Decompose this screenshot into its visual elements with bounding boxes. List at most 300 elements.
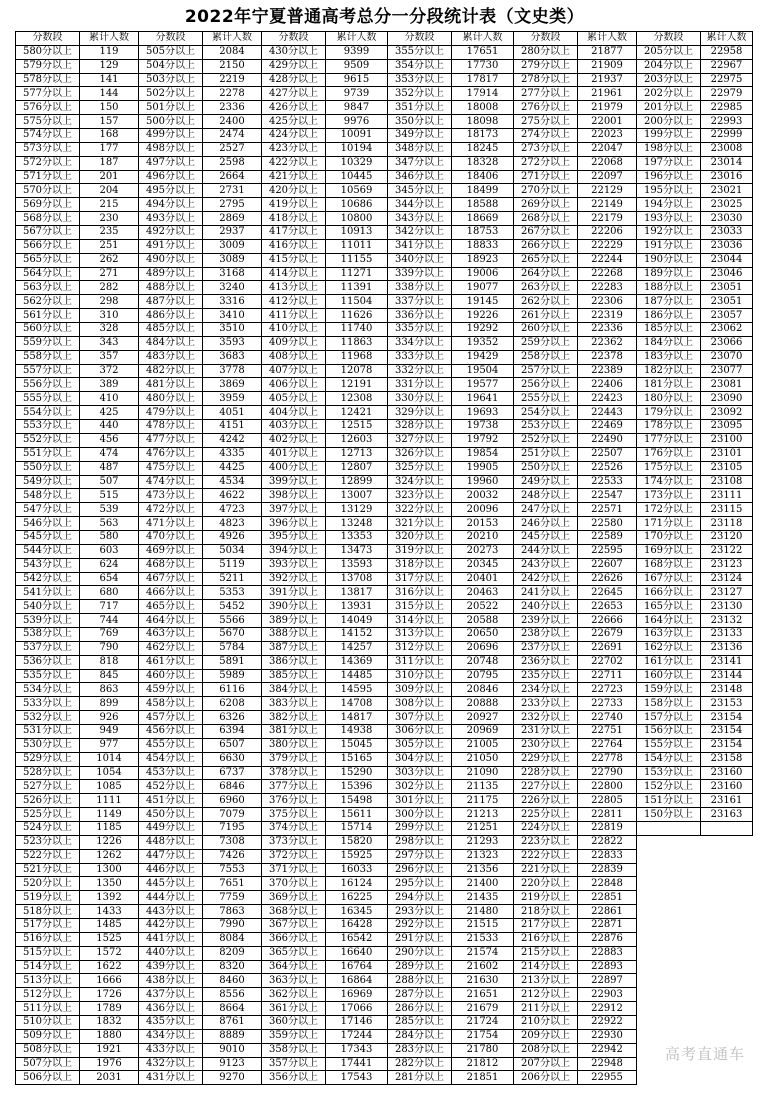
score-range-cell: 261分以上 — [514, 309, 578, 323]
score-range-cell: 380分以上 — [262, 738, 326, 752]
table-row — [16, 1071, 753, 1085]
score-range-cell: 170分以上 — [637, 530, 701, 544]
cumulative-count-cell: 12078 — [326, 364, 388, 378]
cumulative-count-cell: 21909 — [578, 59, 637, 73]
cumulative-count-cell: 21435 — [452, 891, 514, 905]
cumulative-count-cell: 7308 — [203, 835, 262, 849]
score-range-cell: 175分以上 — [637, 461, 701, 475]
score-range-cell: 389分以上 — [262, 614, 326, 628]
cumulative-count-cell: 18008 — [452, 101, 514, 115]
score-range-cell: 235分以上 — [514, 669, 578, 683]
cumulative-count-cell: 144 — [80, 87, 139, 101]
score-range-cell: 531分以上 — [16, 724, 80, 738]
score-range-cell: 366分以上 — [262, 932, 326, 946]
score-range-cell: 308分以上 — [388, 697, 452, 711]
score-range-cell: 201分以上 — [637, 101, 701, 115]
score-range-cell: 262分以上 — [514, 295, 578, 309]
score-range-cell: 578分以上 — [16, 73, 80, 87]
header-score-range: 分数段 — [139, 32, 203, 46]
score-range-cell: 559分以上 — [16, 336, 80, 350]
score-range-cell: 227分以上 — [514, 780, 578, 794]
cumulative-count-cell: 456 — [80, 433, 139, 447]
cumulative-count-cell: 1485 — [80, 919, 139, 933]
cumulative-count-cell: 22533 — [578, 475, 637, 489]
cumulative-count-cell: 10569 — [326, 184, 388, 198]
cumulative-count-cell: 13007 — [326, 489, 388, 503]
cumulative-count-cell: 18245 — [452, 142, 514, 156]
cumulative-count-cell: 17244 — [326, 1029, 388, 1043]
cumulative-count-cell: 23021 — [701, 184, 753, 198]
header-row — [16, 32, 753, 46]
score-range-cell: 442分以上 — [139, 919, 203, 933]
cumulative-count-cell: 20522 — [452, 600, 514, 614]
cumulative-count-cell: 22047 — [578, 142, 637, 156]
score-range-cell: 325分以上 — [388, 461, 452, 475]
cumulative-count-cell: 23090 — [701, 392, 753, 406]
cumulative-count-cell: 21533 — [452, 932, 514, 946]
score-range-cell: 472分以上 — [139, 503, 203, 517]
empty-cell — [637, 946, 701, 960]
cumulative-count-cell: 23123 — [701, 558, 753, 572]
score-range-cell: 349分以上 — [388, 129, 452, 143]
score-range-cell: 489分以上 — [139, 267, 203, 281]
score-range-cell: 409分以上 — [262, 336, 326, 350]
cumulative-count-cell: 18588 — [452, 198, 514, 212]
score-range-cell: 460分以上 — [139, 669, 203, 683]
cumulative-count-cell: 20795 — [452, 669, 514, 683]
cumulative-count-cell: 22068 — [578, 156, 637, 170]
cumulative-count-cell: 23025 — [701, 198, 753, 212]
cumulative-count-cell: 204 — [80, 184, 139, 198]
cumulative-count-cell: 16764 — [326, 960, 388, 974]
empty-cell — [701, 863, 753, 877]
cumulative-count-cell: 5784 — [203, 641, 262, 655]
score-range-cell: 354分以上 — [388, 59, 452, 73]
cumulative-count-cell: 21515 — [452, 919, 514, 933]
cumulative-count-cell: 13353 — [326, 530, 388, 544]
score-range-cell: 297分以上 — [388, 849, 452, 863]
table-row — [16, 336, 753, 350]
table-row — [16, 711, 753, 725]
score-range-cell: 425分以上 — [262, 115, 326, 129]
score-range-cell: 544分以上 — [16, 544, 80, 558]
cumulative-count-cell: 10194 — [326, 142, 388, 156]
score-range-cell: 566分以上 — [16, 239, 80, 253]
cumulative-count-cell: 3410 — [203, 309, 262, 323]
table-row — [16, 184, 753, 198]
cumulative-count-cell: 22469 — [578, 420, 637, 434]
score-range-cell: 184分以上 — [637, 336, 701, 350]
table-row — [16, 932, 753, 946]
table-row — [16, 1043, 753, 1057]
table-row — [16, 558, 753, 572]
cumulative-count-cell: 4534 — [203, 475, 262, 489]
score-range-cell: 334分以上 — [388, 336, 452, 350]
score-range-cell: 454分以上 — [139, 752, 203, 766]
score-range-cell: 479分以上 — [139, 406, 203, 420]
score-range-cell: 383分以上 — [262, 697, 326, 711]
cumulative-count-cell: 22861 — [578, 905, 637, 919]
cumulative-count-cell: 20927 — [452, 711, 514, 725]
cumulative-count-cell: 5989 — [203, 669, 262, 683]
score-range-cell: 376分以上 — [262, 794, 326, 808]
cumulative-count-cell: 624 — [80, 558, 139, 572]
cumulative-count-cell: 22206 — [578, 226, 637, 240]
score-range-cell: 207分以上 — [514, 1057, 578, 1071]
cumulative-count-cell: 372 — [80, 364, 139, 378]
cumulative-count-cell: 21251 — [452, 821, 514, 835]
cumulative-count-cell: 13817 — [326, 586, 388, 600]
cumulative-count-cell: 10913 — [326, 226, 388, 240]
cumulative-count-cell: 23124 — [701, 572, 753, 586]
score-range-cell: 398分以上 — [262, 489, 326, 503]
score-range-cell: 550分以上 — [16, 461, 80, 475]
empty-cell — [701, 877, 753, 891]
cumulative-count-cell: 20696 — [452, 641, 514, 655]
score-range-cell: 307分以上 — [388, 711, 452, 725]
cumulative-count-cell: 16225 — [326, 891, 388, 905]
empty-cell — [701, 821, 753, 835]
cumulative-count-cell: 8889 — [203, 1029, 262, 1043]
cumulative-count-cell: 17066 — [326, 1002, 388, 1016]
cumulative-count-cell: 23115 — [701, 503, 753, 517]
score-range-cell: 190分以上 — [637, 253, 701, 267]
cumulative-count-cell: 19292 — [452, 323, 514, 337]
score-range-cell: 209分以上 — [514, 1029, 578, 1043]
score-range-cell: 476分以上 — [139, 447, 203, 461]
cumulative-count-cell: 16033 — [326, 863, 388, 877]
cumulative-count-cell: 19006 — [452, 267, 514, 281]
score-range-cell: 359分以上 — [262, 1029, 326, 1043]
cumulative-count-cell: 19577 — [452, 378, 514, 392]
score-range-cell: 278分以上 — [514, 73, 578, 87]
score-range-cell: 255分以上 — [514, 392, 578, 406]
cumulative-count-cell: 1666 — [80, 974, 139, 988]
cumulative-count-cell: 3240 — [203, 281, 262, 295]
score-range-cell: 248分以上 — [514, 489, 578, 503]
score-range-cell: 322分以上 — [388, 503, 452, 517]
score-range-cell: 541分以上 — [16, 586, 80, 600]
cumulative-count-cell: 440 — [80, 420, 139, 434]
cumulative-count-cell: 14938 — [326, 724, 388, 738]
cumulative-count-cell: 230 — [80, 212, 139, 226]
cumulative-count-cell: 21175 — [452, 794, 514, 808]
score-range-cell: 387分以上 — [262, 641, 326, 655]
score-range-cell: 150分以上 — [637, 808, 701, 822]
score-range-cell: 166分以上 — [637, 586, 701, 600]
table-row — [16, 267, 753, 281]
score-range-cell: 540分以上 — [16, 600, 80, 614]
score-range-cell: 402分以上 — [262, 433, 326, 447]
cumulative-count-cell: 1085 — [80, 780, 139, 794]
score-range-cell: 467分以上 — [139, 572, 203, 586]
cumulative-count-cell: 23100 — [701, 433, 753, 447]
cumulative-count-cell: 18173 — [452, 129, 514, 143]
cumulative-count-cell: 9270 — [203, 1071, 262, 1085]
score-range-cell: 353分以上 — [388, 73, 452, 87]
score-range-cell: 341分以上 — [388, 239, 452, 253]
score-range-cell: 344分以上 — [388, 198, 452, 212]
score-range-cell: 203分以上 — [637, 73, 701, 87]
table-row — [16, 433, 753, 447]
cumulative-count-cell: 23148 — [701, 683, 753, 697]
score-range-cell: 507分以上 — [16, 1057, 80, 1071]
table-row — [16, 295, 753, 309]
cumulative-count-cell: 2474 — [203, 129, 262, 143]
empty-cell — [701, 891, 753, 905]
cumulative-count-cell: 717 — [80, 600, 139, 614]
cumulative-count-cell: 18669 — [452, 212, 514, 226]
cumulative-count-cell: 6116 — [203, 683, 262, 697]
cumulative-count-cell: 389 — [80, 378, 139, 392]
cumulative-count-cell: 22922 — [578, 1016, 637, 1030]
cumulative-count-cell: 15290 — [326, 766, 388, 780]
score-range-cell: 360分以上 — [262, 1016, 326, 1030]
cumulative-count-cell: 21323 — [452, 849, 514, 863]
cumulative-count-cell: 23105 — [701, 461, 753, 475]
score-range-cell: 418分以上 — [262, 212, 326, 226]
cumulative-count-cell: 22851 — [578, 891, 637, 905]
score-range-cell: 436分以上 — [139, 1002, 203, 1016]
cumulative-count-cell: 18098 — [452, 115, 514, 129]
cumulative-count-cell: 12603 — [326, 433, 388, 447]
score-range-cell: 369分以上 — [262, 891, 326, 905]
empty-cell — [701, 835, 753, 849]
cumulative-count-cell: 2084 — [203, 45, 262, 59]
cumulative-count-cell: 23077 — [701, 364, 753, 378]
score-range-cell: 548分以上 — [16, 489, 80, 503]
score-range-cell: 484分以上 — [139, 336, 203, 350]
score-range-cell: 571分以上 — [16, 170, 80, 184]
score-range-cell: 158分以上 — [637, 697, 701, 711]
score-range-cell: 414分以上 — [262, 267, 326, 281]
cumulative-count-cell: 22723 — [578, 683, 637, 697]
cumulative-count-cell: 22778 — [578, 752, 637, 766]
cumulative-count-cell: 1832 — [80, 1016, 139, 1030]
cumulative-count-cell: 4622 — [203, 489, 262, 503]
cumulative-count-cell: 9399 — [326, 45, 388, 59]
score-range-cell: 368分以上 — [262, 905, 326, 919]
table-row — [16, 281, 753, 295]
score-range-cell: 171分以上 — [637, 517, 701, 531]
score-range-cell: 378分以上 — [262, 766, 326, 780]
cumulative-count-cell: 13708 — [326, 572, 388, 586]
cumulative-count-cell: 425 — [80, 406, 139, 420]
score-range-cell: 522分以上 — [16, 849, 80, 863]
score-range-cell: 498分以上 — [139, 142, 203, 156]
cumulative-count-cell: 2795 — [203, 198, 262, 212]
cumulative-count-cell: 3683 — [203, 350, 262, 364]
score-range-cell: 406分以上 — [262, 378, 326, 392]
empty-cell — [701, 1071, 753, 1085]
score-range-cell: 364分以上 — [262, 960, 326, 974]
score-range-cell: 224分以上 — [514, 821, 578, 835]
score-range-cell: 530分以上 — [16, 738, 80, 752]
cumulative-count-cell: 271 — [80, 267, 139, 281]
cumulative-count-cell: 22336 — [578, 323, 637, 337]
score-range-cell: 537分以上 — [16, 641, 80, 655]
score-range-cell: 526分以上 — [16, 794, 80, 808]
score-range-cell: 455分以上 — [139, 738, 203, 752]
cumulative-count-cell: 8209 — [203, 946, 262, 960]
score-range-cell: 493分以上 — [139, 212, 203, 226]
score-range-cell: 557分以上 — [16, 364, 80, 378]
score-range-cell: 431分以上 — [139, 1071, 203, 1085]
score-range-cell: 420分以上 — [262, 184, 326, 198]
cumulative-count-cell: 22800 — [578, 780, 637, 794]
score-range-cell: 495分以上 — [139, 184, 203, 198]
score-range-cell: 302分以上 — [388, 780, 452, 794]
table-row — [16, 697, 753, 711]
cumulative-count-cell: 7195 — [203, 821, 262, 835]
cumulative-count-cell: 3869 — [203, 378, 262, 392]
score-range-cell: 393分以上 — [262, 558, 326, 572]
score-range-cell: 546分以上 — [16, 517, 80, 531]
cumulative-count-cell: 1262 — [80, 849, 139, 863]
table-row — [16, 323, 753, 337]
cumulative-count-cell: 863 — [80, 683, 139, 697]
score-range-cell: 562分以上 — [16, 295, 80, 309]
cumulative-count-cell: 977 — [80, 738, 139, 752]
score-range-cell: 251分以上 — [514, 447, 578, 461]
cumulative-count-cell: 7553 — [203, 863, 262, 877]
score-range-cell: 265分以上 — [514, 253, 578, 267]
score-range-cell: 243分以上 — [514, 558, 578, 572]
cumulative-count-cell: 22319 — [578, 309, 637, 323]
cumulative-count-cell: 23033 — [701, 226, 753, 240]
score-range-cell: 276分以上 — [514, 101, 578, 115]
score-range-cell: 370分以上 — [262, 877, 326, 891]
header-cumulative-count: 累计人数 — [326, 32, 388, 46]
cumulative-count-cell: 3316 — [203, 295, 262, 309]
cumulative-count-cell: 12421 — [326, 406, 388, 420]
table-row — [16, 808, 753, 822]
cumulative-count-cell: 5670 — [203, 627, 262, 641]
score-range-cell: 386分以上 — [262, 655, 326, 669]
score-range-cell: 417分以上 — [262, 226, 326, 240]
cumulative-count-cell: 23101 — [701, 447, 753, 461]
score-range-cell: 403分以上 — [262, 420, 326, 434]
score-range-cell: 214分以上 — [514, 960, 578, 974]
score-range-cell: 385分以上 — [262, 669, 326, 683]
cumulative-count-cell: 12191 — [326, 378, 388, 392]
cumulative-count-cell: 14595 — [326, 683, 388, 697]
empty-cell — [637, 863, 701, 877]
score-range-cell: 401分以上 — [262, 447, 326, 461]
score-range-cell: 496分以上 — [139, 170, 203, 184]
score-range-cell: 173分以上 — [637, 489, 701, 503]
cumulative-count-cell: 10800 — [326, 212, 388, 226]
score-range-cell: 543分以上 — [16, 558, 80, 572]
cumulative-count-cell: 21851 — [452, 1071, 514, 1085]
score-range-cell: 471分以上 — [139, 517, 203, 531]
cumulative-count-cell: 1789 — [80, 1002, 139, 1016]
cumulative-count-cell: 3593 — [203, 336, 262, 350]
table-row — [16, 572, 753, 586]
cumulative-count-cell: 10329 — [326, 156, 388, 170]
score-range-cell: 331分以上 — [388, 378, 452, 392]
score-range-cell: 358分以上 — [262, 1043, 326, 1057]
cumulative-count-cell: 1880 — [80, 1029, 139, 1043]
cumulative-count-cell: 2731 — [203, 184, 262, 198]
cumulative-count-cell: 357 — [80, 350, 139, 364]
score-range-cell: 561分以上 — [16, 309, 80, 323]
score-range-cell: 304分以上 — [388, 752, 452, 766]
score-range-cell: 545分以上 — [16, 530, 80, 544]
cumulative-count-cell: 7759 — [203, 891, 262, 905]
cumulative-count-cell: 22229 — [578, 239, 637, 253]
table-row — [16, 544, 753, 558]
table-row — [16, 891, 753, 905]
header-cumulative-count: 累计人数 — [578, 32, 637, 46]
cumulative-count-cell: 19145 — [452, 295, 514, 309]
cumulative-count-cell: 22811 — [578, 808, 637, 822]
score-range-cell: 268分以上 — [514, 212, 578, 226]
cumulative-count-cell: 22702 — [578, 655, 637, 669]
score-range-cell: 160分以上 — [637, 669, 701, 683]
score-range-cell: 551分以上 — [16, 447, 80, 461]
score-range-cell: 318分以上 — [388, 558, 452, 572]
cumulative-count-cell: 21050 — [452, 752, 514, 766]
cumulative-count-cell: 23163 — [701, 808, 753, 822]
score-range-cell: 306分以上 — [388, 724, 452, 738]
score-range-cell: 408分以上 — [262, 350, 326, 364]
score-range-cell: 246分以上 — [514, 517, 578, 531]
score-range-cell: 375分以上 — [262, 808, 326, 822]
empty-cell — [637, 891, 701, 905]
cumulative-count-cell: 5119 — [203, 558, 262, 572]
score-range-cell: 326分以上 — [388, 447, 452, 461]
cumulative-count-cell: 23154 — [701, 738, 753, 752]
cumulative-count-cell: 13931 — [326, 600, 388, 614]
score-range-cell: 382分以上 — [262, 711, 326, 725]
cumulative-count-cell: 2031 — [80, 1071, 139, 1085]
cumulative-count-cell: 22930 — [578, 1029, 637, 1043]
table-row — [16, 1016, 753, 1030]
cumulative-count-cell: 21979 — [578, 101, 637, 115]
score-range-cell: 497分以上 — [139, 156, 203, 170]
score-range-cell: 294分以上 — [388, 891, 452, 905]
cumulative-count-cell: 14257 — [326, 641, 388, 655]
cumulative-count-cell: 10445 — [326, 170, 388, 184]
cumulative-count-cell: 15820 — [326, 835, 388, 849]
score-range-cell: 324分以上 — [388, 475, 452, 489]
score-range-cell: 450分以上 — [139, 808, 203, 822]
cumulative-count-cell: 7426 — [203, 849, 262, 863]
cumulative-count-cell: 1921 — [80, 1043, 139, 1057]
cumulative-count-cell: 8761 — [203, 1016, 262, 1030]
cumulative-count-cell: 22955 — [578, 1071, 637, 1085]
score-range-cell: 231分以上 — [514, 724, 578, 738]
table-row — [16, 780, 753, 794]
score-range-cell: 377分以上 — [262, 780, 326, 794]
cumulative-count-cell: 15045 — [326, 738, 388, 752]
score-range-cell: 412分以上 — [262, 295, 326, 309]
cumulative-count-cell: 2937 — [203, 226, 262, 240]
cumulative-count-cell: 11391 — [326, 281, 388, 295]
score-range-cell: 422分以上 — [262, 156, 326, 170]
score-range-cell: 482分以上 — [139, 364, 203, 378]
cumulative-count-cell: 3009 — [203, 239, 262, 253]
table-row — [16, 489, 753, 503]
cumulative-count-cell: 899 — [80, 697, 139, 711]
cumulative-count-cell: 20969 — [452, 724, 514, 738]
score-range-cell: 565分以上 — [16, 253, 80, 267]
score-range-cell: 180分以上 — [637, 392, 701, 406]
score-range-cell: 221分以上 — [514, 863, 578, 877]
cumulative-count-cell: 2598 — [203, 156, 262, 170]
cumulative-count-cell: 22547 — [578, 489, 637, 503]
